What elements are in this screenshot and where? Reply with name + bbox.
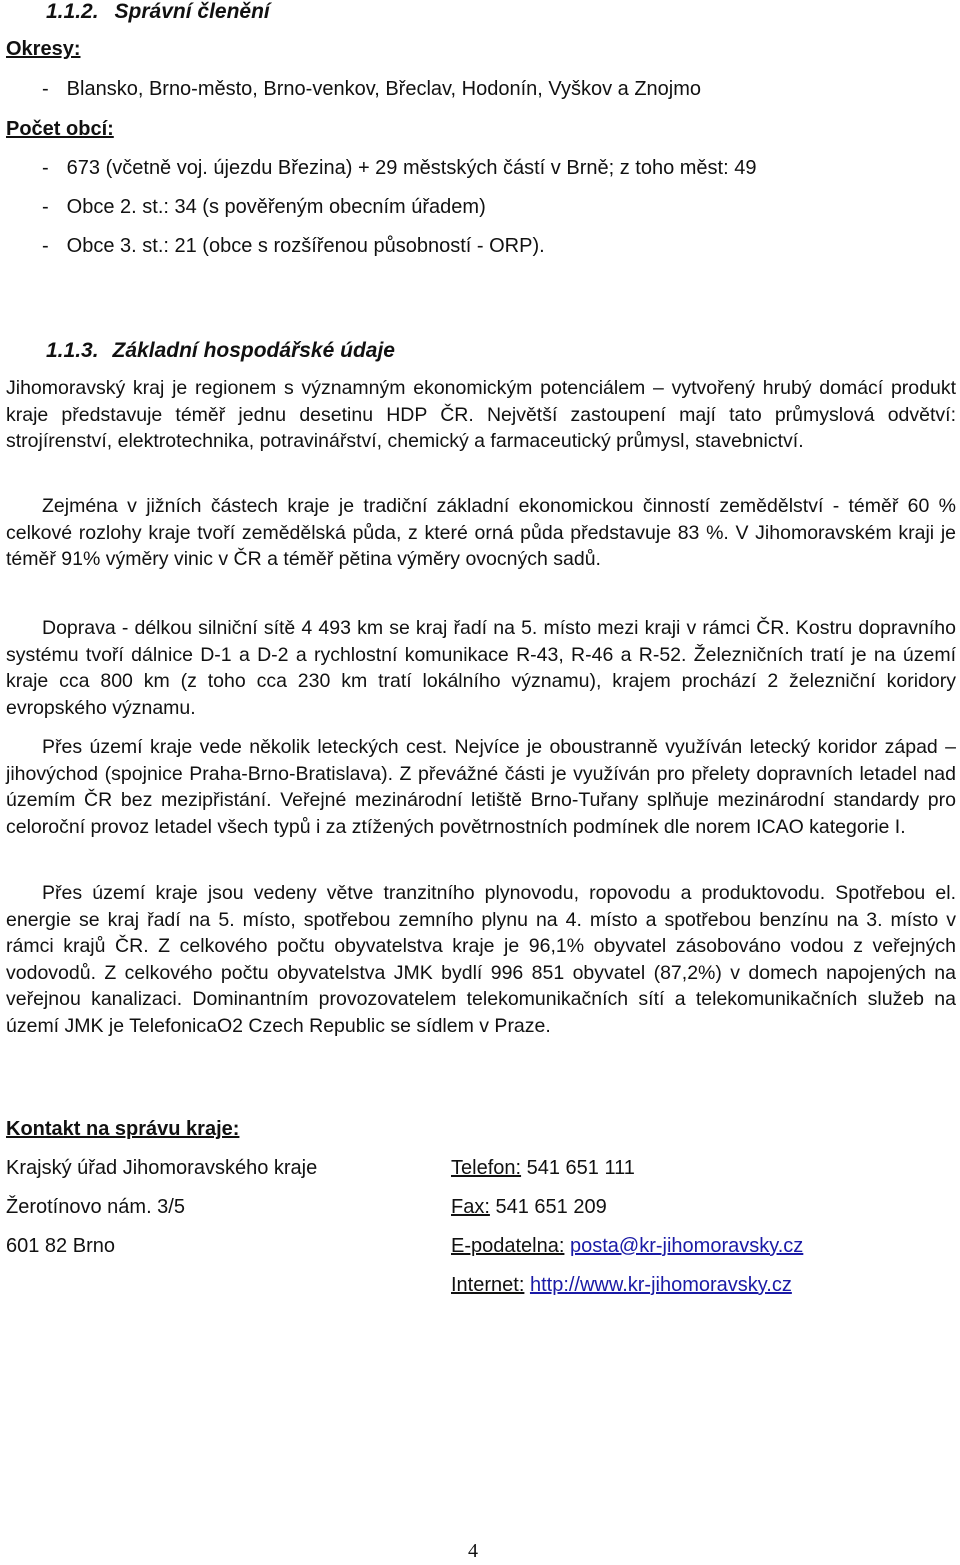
fax [451,1196,607,1219]
okresy-item-text: Blansko, Brno-město, Brno-venkov, Břeclav, Hodonín, Vyškov a Znojmo [66,78,702,100]
section-number: 1.1.3. [46,339,99,362]
bullet-dash: - [42,196,49,218]
section-title: Základní hospodářské údaje [112,339,395,362]
address-line: Krajský úřad Jihomoravského kraje [6,1157,318,1179]
internet-label: Internet: [451,1274,525,1296]
okresy-label: Okresy: [6,38,81,60]
pocet-obci-item [6,196,486,219]
email-link[interactable]: posta@kr-jihomoravsky.cz [569,1235,804,1257]
phone [451,1157,635,1180]
internet [451,1274,792,1297]
epodatelna [451,1235,803,1258]
paragraph-agriculture: Zejména v jižních částech kraje je tradiční základní ekonomickou činností zemědělství - téměř 60 % celkové rozlohy kraje tvoří zemědělská půda, z které orná půda představuje 83 %. V Jihomoravském kraji je téměř 91% výměry vinic v ČR a téměř pětina výměry ovocných sadů. [6,495,956,570]
paragraph-infrastructure: Přes území kraje jsou vedeny větve tranzitního plynovodu, ropovodu a produktovodu. Spotřebou el. energie se kraj řadí na 5. místo, spotřebou zemního plynu na 4. místo a spotřebou benzínu na 3. místo v rámci krajů ČR. Z celkového počtu obyvatelstva kraje je 96,1% obyvatel zásobováno vodou z veřejných vodovodů. Z celkového počtu obyvatelstva JMK bydlí 996 851 obyvatel (87,2%) v domech napojených na veřejnou kanalizaci. Dominantním provozovatelem telekomunikačních sítí a telekomunikačních služeb na území JMK je TelefonicaO2 Czech Republic se sídlem v Praze. [6,882,956,1037]
pocet-obci-item-text: Obce 3. st.: 21 (obce s rozšířenou působností - ORP). [66,235,545,257]
bullet-dash: - [42,78,49,100]
bullet-dash: - [42,157,49,179]
bullet-dash: - [42,235,49,257]
epodatelna-label: E-podatelna: [451,1235,565,1257]
address-line: Žerotínovo nám. 3/5 [6,1196,185,1218]
pocet-obci-item-text: 673 (včetně voj. újezdu Březina) + 29 městských částí v Brně; z toho měst: 49 [66,157,757,179]
fax-label: Fax: [451,1196,490,1218]
contact-title: Kontakt na správu kraje: [6,1118,240,1140]
pocet-obci-item [6,235,545,258]
okresy-list-item [6,78,701,101]
paragraph-transport: Doprava - délkou silniční sítě 4 493 km se kraj řadí na 5. místo mezi kraji v rámci ČR. Kostru dopravního systému tvoří dálnice D-1 a D-2 a rychlostní komunikace R-43, R-46 a R-52. Železničních tratí je na území kraje cca 800 km (z toho cca 230 km tratí lokálního významu), krajem prochází 2 železniční koridory evropského významu. [6,617,956,719]
section-heading-1-1-3 [46,339,395,363]
paragraph-aviation: Přes území kraje vede několik leteckých cest. Nejvíce je oboustranně využíván letecký koridor západ – jihovýchod (spojnice Praha-Brno-Bratislava). Z převážné části je využíván pro přelety dopravních letadel nad územím ČR bez mezipřistání. Veřejné mezinárodní letiště Brno-Tuřany splňuje mezinárodní standardy pro celoroční provoz letadel všech typů i za ztížených povětrnostních podmínek dle norem ICAO kategorie I. [6,736,956,838]
website-link[interactable]: http://www.kr-jihomoravsky.cz [529,1274,792,1296]
section-number: 1.1.2. [46,0,99,23]
address-line: 601 82 Brno [6,1235,115,1257]
page-number: 4 [468,1540,478,1562]
pocet-obci-item [6,157,756,180]
pocet-obci-label: Počet obcí: [6,118,114,140]
pocet-obci-item-text: Obce 2. st.: 34 (s pověřeným obecním úřadem) [66,196,486,218]
phone-value: 541 651 111 [526,1157,635,1179]
section-heading-1-1-2 [46,0,270,24]
phone-label: Telefon: [451,1157,522,1179]
fax-value: 541 651 209 [495,1196,607,1218]
paragraph-economy: Jihomoravský kraj je regionem s významným ekonomickým potenciálem – vytvořený hrubý domácí produkt kraje představuje téměř jednu desetinu HDP ČR. Největší zastoupení mají tato průmyslová odvětví: strojírenství, elektrotechnika, potravinářství, chemický a farmaceutický průmysl, stavebnictví. [6,377,956,452]
section-title: Správní členění [114,0,270,23]
